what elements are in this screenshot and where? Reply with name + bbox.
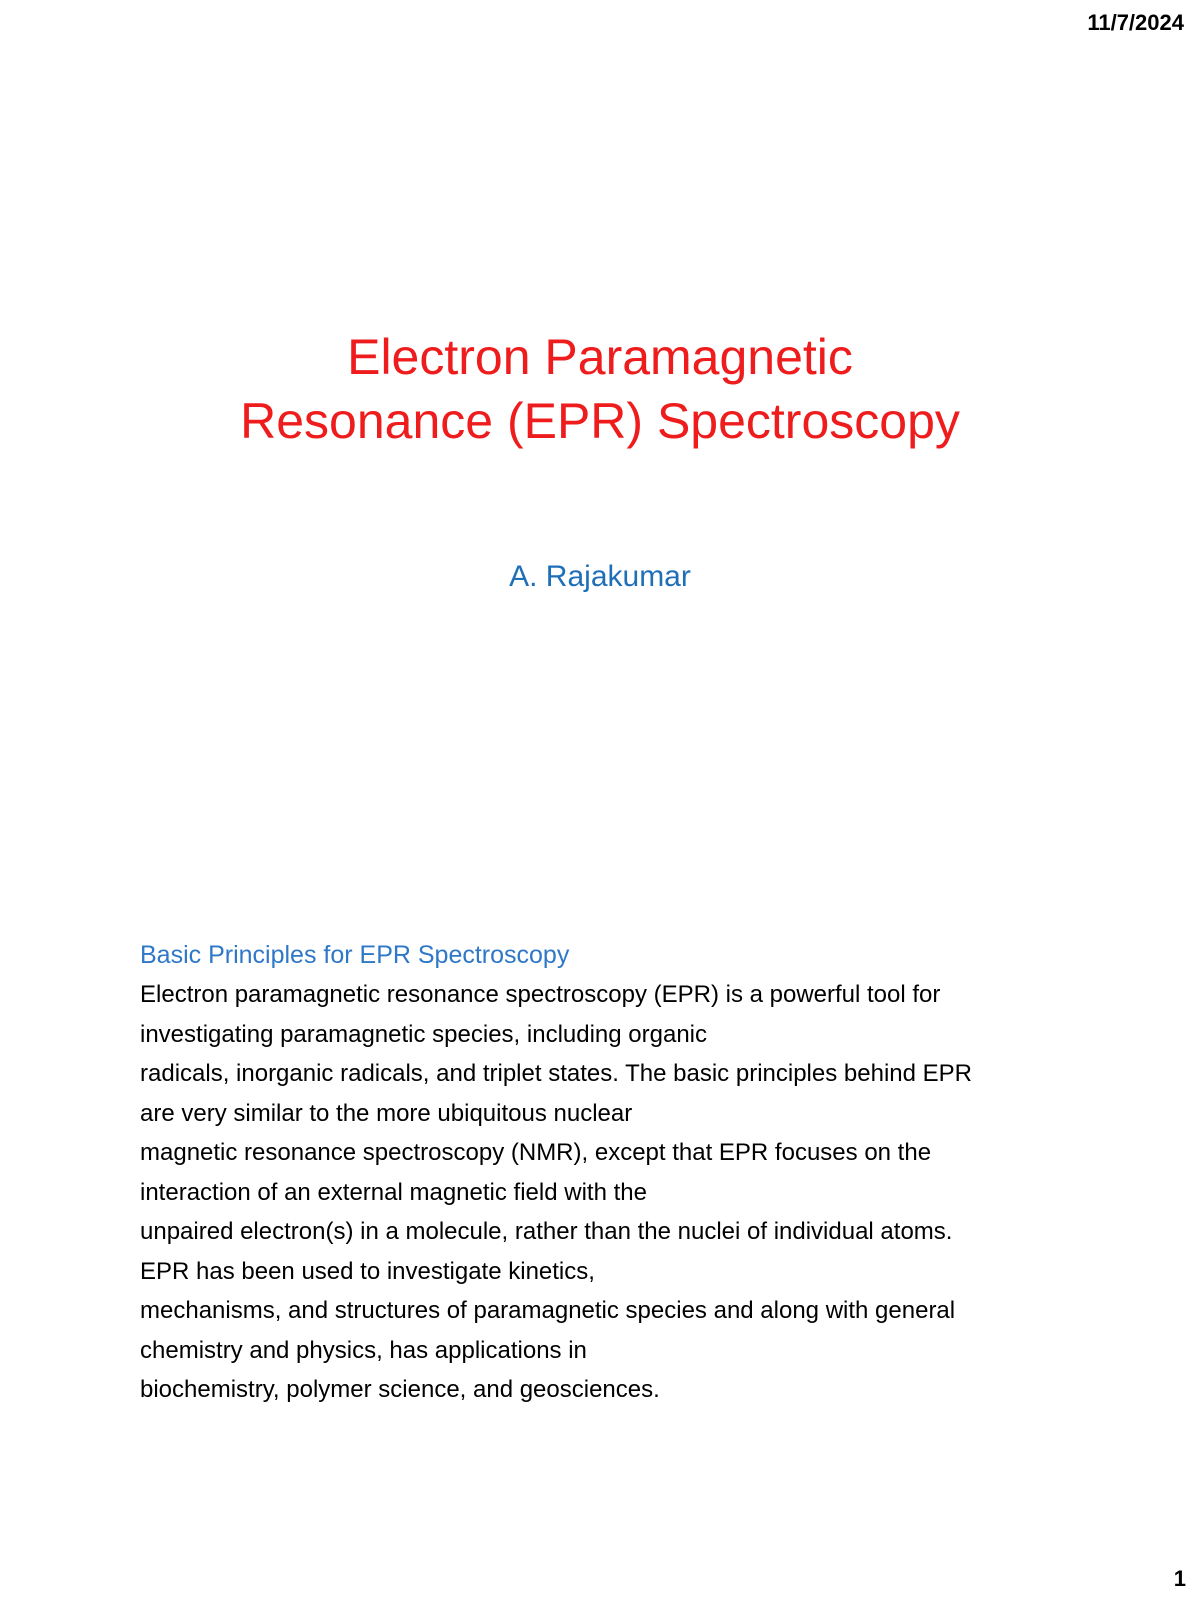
body-line: are very similar to the more ubiquitous nuclear [140, 1099, 633, 1127]
body-line: magnetic resonance spectroscopy (NMR), except that EPR focuses on the [140, 1139, 932, 1166]
page-number: 1 [1173, 1566, 1186, 1591]
body-line: biochemistry, polymer science, and geosciences. [140, 1376, 660, 1403]
section-heading: Basic Principles for EPR Spectroscopy [140, 941, 570, 969]
title-line-1: Electron Paramagnetic [347, 329, 853, 385]
body-line: chemistry and physics, has applications in [140, 1336, 587, 1364]
basic-principles-section [140, 935, 1150, 1410]
body-line: mechanisms, and structures of paramagnetic species and along with general [140, 1297, 956, 1324]
body-line: investigating paramagnetic species, including organic [140, 1020, 707, 1048]
body-line: unpaired electron(s) in a molecule, rather than the nuclei of individual atoms. [140, 1218, 953, 1245]
slide-title [0, 325, 1200, 453]
author-name: A. Rajakumar [509, 560, 691, 593]
body-line: interaction of an external magnetic field with the [140, 1178, 647, 1206]
body-line: radicals, inorganic radicals, and triplet states. The basic principles behind EPR [140, 1060, 972, 1087]
body-line: Electron paramagnetic resonance spectroscopy (EPR) is a powerful tool for [140, 981, 941, 1008]
slide-date: 11/7/2024 [1087, 10, 1184, 35]
title-line-2: Resonance (EPR) Spectroscopy [240, 393, 960, 449]
body-line: EPR has been used to investigate kinetics, [140, 1257, 595, 1285]
